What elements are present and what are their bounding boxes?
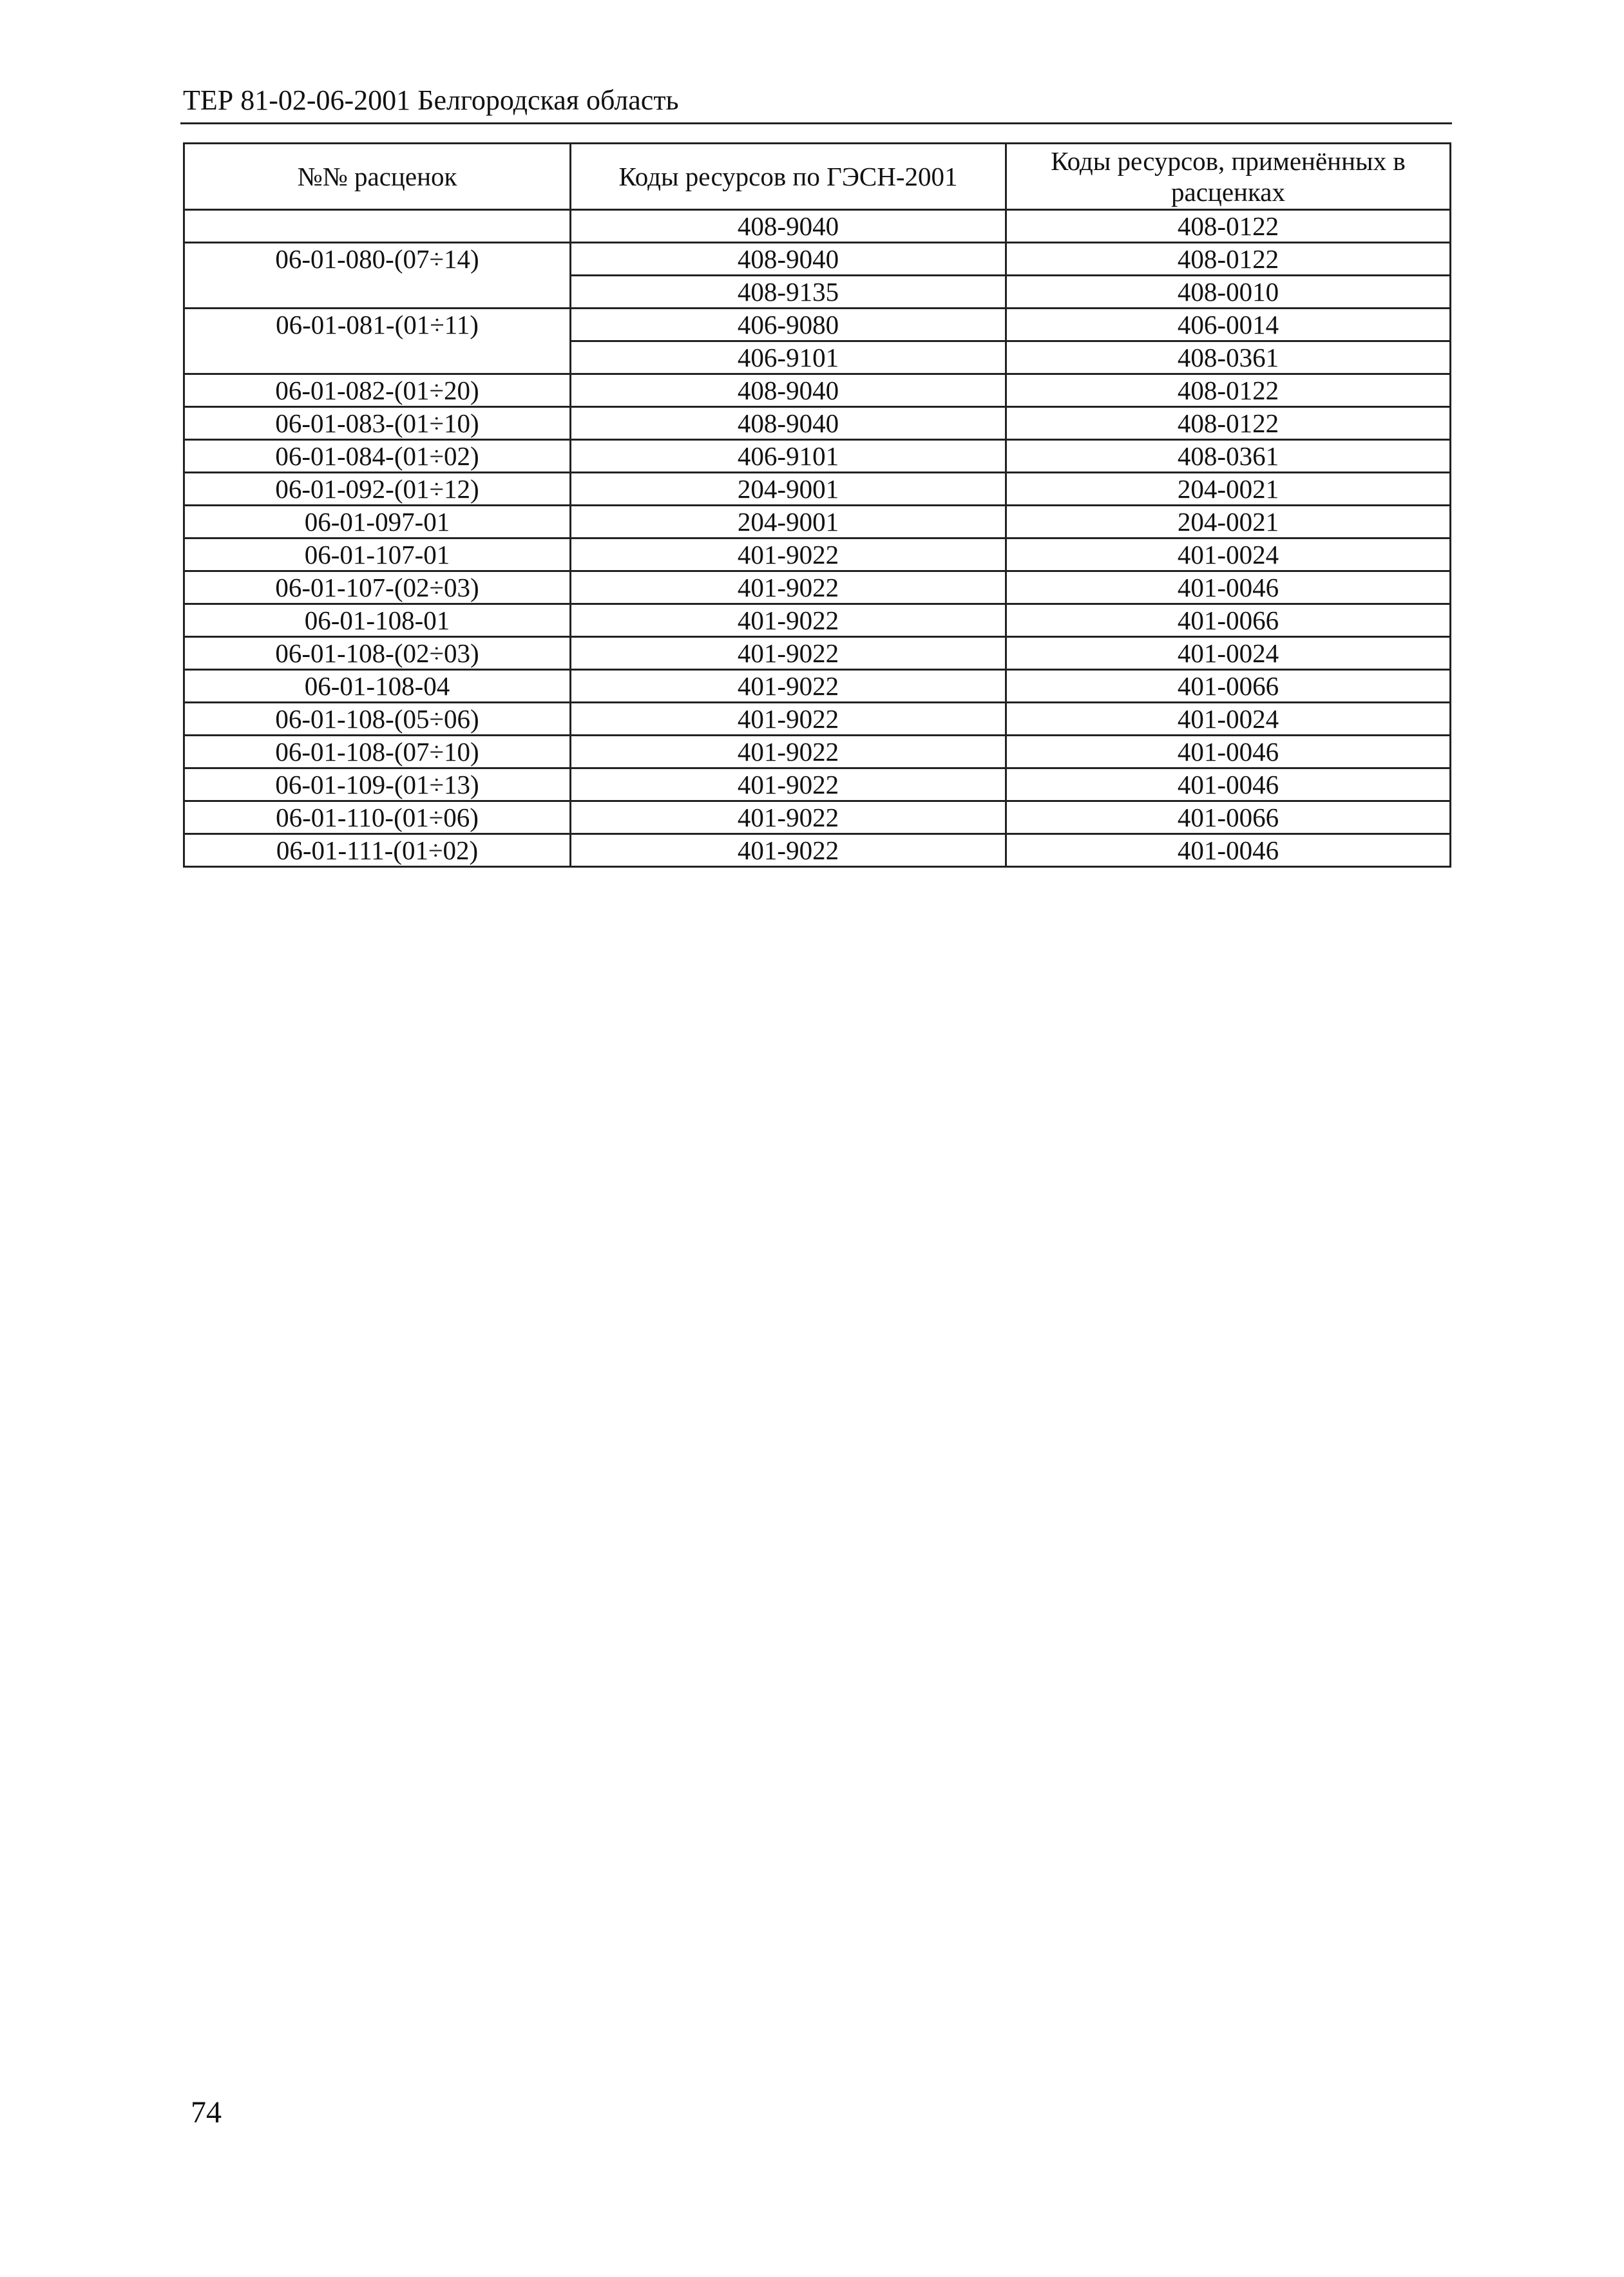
applied-code-cell: 408-0122	[1006, 407, 1451, 440]
rate-number-cell: 06-01-092-(01÷12)	[184, 473, 571, 506]
table-row	[184, 571, 1451, 604]
gesn-code-cell: 406-9101	[571, 341, 1006, 374]
column-header-rate-number: №№ расценок	[184, 144, 571, 210]
rate-number-cell: 06-01-107-(02÷03)	[184, 571, 571, 604]
gesn-code-cell: 406-9101	[571, 440, 1006, 473]
applied-code-cell: 401-0046	[1006, 768, 1451, 801]
applied-code-cell: 401-0024	[1006, 703, 1451, 736]
rate-number-cell: 06-01-083-(01÷10)	[184, 407, 571, 440]
table-row	[184, 703, 1451, 736]
gesn-code-cell: 401-9022	[571, 571, 1006, 604]
table-row	[184, 670, 1451, 703]
rate-number-cell: 06-01-107-01	[184, 538, 571, 571]
table-row	[184, 210, 1451, 243]
column-header-gesn-codes: Коды ресурсов по ГЭСН-2001	[571, 144, 1006, 210]
rate-number-cell: 06-01-108-04	[184, 670, 571, 703]
gesn-code-cell: 408-9040	[571, 243, 1006, 276]
gesn-code-cell: 401-9022	[571, 736, 1006, 768]
table-row	[184, 374, 1451, 407]
gesn-code-cell: 401-9022	[571, 604, 1006, 637]
resource-codes-table	[183, 142, 1451, 868]
page-header: ТЕР 81-02-06-2001 Белгородская область	[183, 84, 679, 116]
table-row	[184, 309, 1451, 341]
table-row	[184, 801, 1451, 834]
gesn-code-cell: 401-9022	[571, 637, 1006, 670]
gesn-code-cell: 408-9040	[571, 210, 1006, 243]
applied-code-cell: 408-0122	[1006, 210, 1451, 243]
table-row	[184, 407, 1451, 440]
table-row	[184, 538, 1451, 571]
table-row	[184, 768, 1451, 801]
table-row	[184, 736, 1451, 768]
gesn-code-cell: 401-9022	[571, 538, 1006, 571]
rate-number-cell: 06-01-109-(01÷13)	[184, 768, 571, 801]
applied-code-cell: 401-0066	[1006, 670, 1451, 703]
gesn-code-cell: 204-9001	[571, 506, 1006, 538]
gesn-code-cell: 401-9022	[571, 834, 1006, 867]
rate-number-cell	[184, 210, 571, 243]
applied-code-cell: 408-0361	[1006, 341, 1451, 374]
applied-code-cell: 408-0361	[1006, 440, 1451, 473]
gesn-code-cell: 401-9022	[571, 801, 1006, 834]
column-header-applied-codes: Коды ресурсов, применённых в расценках	[1006, 144, 1451, 210]
table-header-row	[184, 144, 1451, 210]
applied-code-cell: 408-0010	[1006, 276, 1451, 309]
applied-code-cell: 204-0021	[1006, 473, 1451, 506]
applied-code-cell: 401-0046	[1006, 736, 1451, 768]
rate-number-cell: 06-01-080-(07÷14)	[184, 243, 571, 309]
rate-number-cell: 06-01-108-01	[184, 604, 571, 637]
applied-code-cell: 408-0122	[1006, 243, 1451, 276]
table-row	[184, 604, 1451, 637]
table-row	[184, 243, 1451, 276]
applied-code-cell: 408-0122	[1006, 374, 1451, 407]
table-row	[184, 440, 1451, 473]
applied-code-cell: 406-0014	[1006, 309, 1451, 341]
gesn-code-cell: 408-9135	[571, 276, 1006, 309]
rate-number-cell: 06-01-108-(02÷03)	[184, 637, 571, 670]
rate-number-cell: 06-01-108-(05÷06)	[184, 703, 571, 736]
gesn-code-cell: 401-9022	[571, 703, 1006, 736]
applied-code-cell: 401-0024	[1006, 637, 1451, 670]
gesn-code-cell: 406-9080	[571, 309, 1006, 341]
rate-number-cell: 06-01-084-(01÷02)	[184, 440, 571, 473]
rate-number-cell: 06-01-111-(01÷02)	[184, 834, 571, 867]
applied-code-cell: 204-0021	[1006, 506, 1451, 538]
applied-code-cell: 401-0066	[1006, 604, 1451, 637]
table-row	[184, 637, 1451, 670]
rate-number-cell: 06-01-081-(01÷11)	[184, 309, 571, 374]
table-row	[184, 473, 1451, 506]
table-row	[184, 506, 1451, 538]
gesn-code-cell: 401-9022	[571, 768, 1006, 801]
table-row	[184, 834, 1451, 867]
table-body	[184, 210, 1451, 867]
rate-number-cell: 06-01-097-01	[184, 506, 571, 538]
rate-number-cell: 06-01-082-(01÷20)	[184, 374, 571, 407]
gesn-code-cell: 401-9022	[571, 670, 1006, 703]
rate-number-cell: 06-01-110-(01÷06)	[184, 801, 571, 834]
applied-code-cell: 401-0046	[1006, 834, 1451, 867]
gesn-code-cell: 408-9040	[571, 374, 1006, 407]
rate-number-cell: 06-01-108-(07÷10)	[184, 736, 571, 768]
gesn-code-cell: 204-9001	[571, 473, 1006, 506]
applied-code-cell: 401-0024	[1006, 538, 1451, 571]
page-number: 74	[191, 2095, 222, 2129]
applied-code-cell: 401-0066	[1006, 801, 1451, 834]
gesn-code-cell: 408-9040	[571, 407, 1006, 440]
header-rule	[180, 122, 1452, 124]
applied-code-cell: 401-0046	[1006, 571, 1451, 604]
